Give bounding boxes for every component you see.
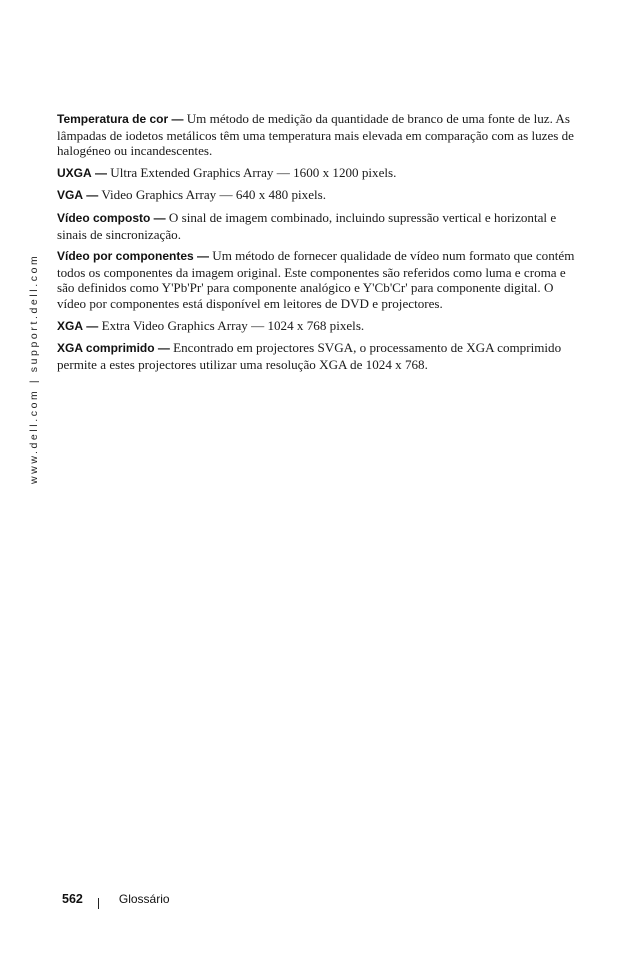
entry-term: XGA comprimido bbox=[57, 341, 155, 356]
entry-term: XGA bbox=[57, 318, 84, 333]
page-number: 562 bbox=[62, 892, 83, 906]
entry-term: VGA bbox=[57, 188, 84, 203]
entry-definition: Video Graphics Array — 640 x 480 pixels. bbox=[101, 187, 327, 203]
sidebar-url: www.dell.com | support.dell.com bbox=[28, 253, 40, 484]
entry-separator: — bbox=[153, 210, 166, 225]
entry-separator: — bbox=[94, 165, 107, 180]
entry-term: UXGA bbox=[57, 165, 92, 180]
glossary-entry-video-composto bbox=[57, 210, 577, 242]
glossary-entry-temperatura-de-cor bbox=[57, 111, 577, 159]
entry-separator: — bbox=[157, 341, 170, 356]
entry-definition: Ultra Extended Graphics Array — 1600 x 1200 pixels. bbox=[110, 164, 397, 180]
entry-definition: Um método de fornecer qualidade de vídeo num formato que contém todos os componentes da imagem original. Este componentes são referidos como luma e croma e são definidos como Y'Pb'Pr' para componente analógico e Y'Cb'Cr' para componente digital. O vídeo por componentes está disponível em leitores de DVD e projectores. bbox=[57, 248, 575, 311]
entry-separator: — bbox=[86, 188, 99, 203]
page-footer bbox=[62, 892, 170, 912]
entry-definition: Extra Video Graphics Array — 1024 x 768 pixels. bbox=[101, 317, 365, 333]
entry-definition: Encontrado em projectores SVGA, o processamento de XGA comprimido permite a estes projectores utilizar uma resolução XGA de 1024 x 768. bbox=[57, 340, 562, 372]
entry-term: Temperatura de cor bbox=[57, 112, 169, 126]
entry-separator: — bbox=[86, 318, 99, 333]
glossary-entry-vga bbox=[57, 187, 577, 204]
entry-term: Vídeo composto bbox=[57, 210, 151, 225]
glossary-entry-xga bbox=[57, 318, 577, 335]
entry-definition: Um método de medição da quantidade de branco de uma fonte de luz. As lâmpadas de iodetos metálicos têm uma temperatura mais elevada em comparação com as luzes de halogéneo ou incandescentes. bbox=[57, 111, 574, 159]
footer-divider bbox=[98, 898, 99, 909]
footer-section-title: Glossário bbox=[118, 892, 170, 906]
glossary-content bbox=[57, 111, 577, 378]
entry-separator: — bbox=[196, 249, 209, 264]
glossary-entry-uxga bbox=[57, 165, 577, 182]
entry-separator: — bbox=[171, 112, 184, 126]
entry-term: Vídeo por componentes bbox=[57, 249, 194, 264]
glossary-entry-video-por-componentes bbox=[57, 248, 577, 311]
entry-definition: O sinal de imagem combinado, incluindo supressão vertical e horizontal e sinais de sincronização. bbox=[57, 209, 557, 242]
glossary-entry-xga-comprimido bbox=[57, 340, 577, 372]
